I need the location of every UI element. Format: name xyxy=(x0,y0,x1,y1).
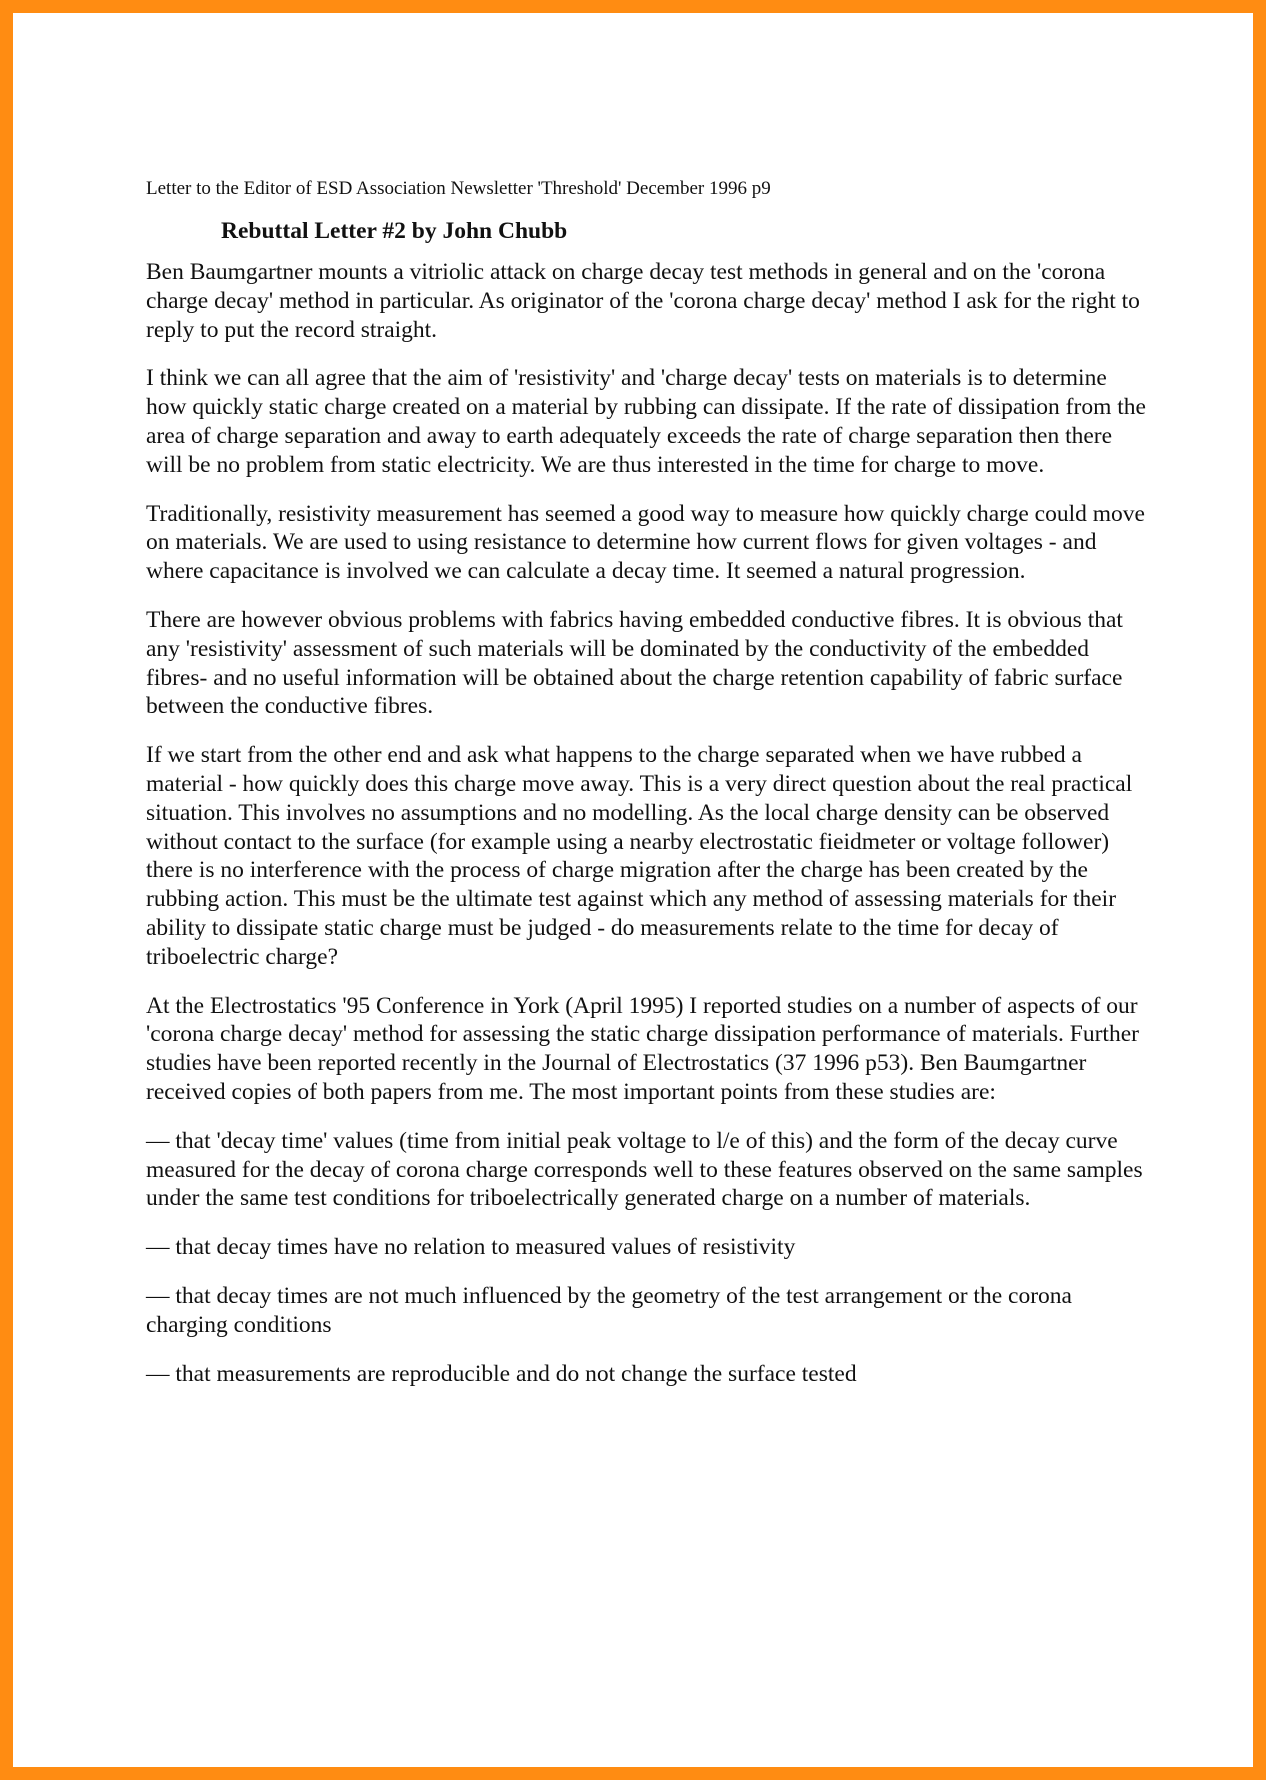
bullet-point-2: — that decay times have no relation to measured values of resistivity xyxy=(146,1234,796,1261)
letter-title: Rebuttal Letter #2 by John Chubb xyxy=(221,218,568,244)
paragraph-2: I think we can all agree that the aim of 'resistivity' and 'charge decay' tests on materials is to determine how quickly static charge created on a material by rubbing can dissipate. If the rate of dissipation from the area of charge separation and away to earth adequately exceeds the rate of charge separation then there will be no problem from static electricity. We are thus interested in the time for charge to move. xyxy=(146,365,1146,478)
bullet-point-1: — that 'decay time' values (time from initial peak voltage to l/e of this) and the form of the decay curve measured for the decay of corona charge corresponds well to these features observed on the same samples under the same test conditions for triboelectrically generated charge on a number of materials. xyxy=(146,1127,1143,1212)
paragraph-3: Traditionally, resistivity measurement has seemed a good way to measure how quickly charge could move on materials. We are used to using resistance to determine how current flows for given voltages - and where capacitance is involved we can calculate a decay time. It seemed a natural progression. xyxy=(146,500,1145,585)
paragraph-5: If we start from the other end and ask what happens to the charge separated when we have rubbed a material - how quickly does this charge move away. This is a very direct question about the real practical situation. This involves no assumptions and no modelling. As the local charge density can be observed without contact to the surface (for example using a nearby electrostatic fieidmeter or voltage follower) there is no interference with the process of charge migration after the charge has been created by the rubbing action. This must be the ultimate test against which any method of assessing materials for their ability to dissipate static charge must be judged - do measurements relate to the time for decay of triboelectric charge? xyxy=(146,742,1133,970)
letter-header: Letter to the Editor of ESD Association Newsletter 'Threshold' December 1996 p9 xyxy=(146,178,771,199)
paragraph-4: There are however obvious problems with fabrics having embedded conductive fibres. It is obvious that any 'resistivity' assessment of such materials will be dominated by the conductivity of the embedded fibres- and no useful information will be obtained about the charge retention capability of fabric surface between the conductive fibres. xyxy=(146,606,1123,720)
bullet-point-3: — that decay times are not much influenced by the geometry of the test arrangement or the corona charging conditions xyxy=(146,1282,1072,1338)
paragraph-6: At the Electrostatics '95 Conference in York (April 1995) I reported studies on a number of aspects of our 'corona charge decay' method for assessing the static charge dissipation performance of materials. Further studies have been reported recently in the Journal of Electrostatics (37 1996 p53). Ben Baumgartner received copies of both papers from me. The most important points from these studies are: xyxy=(146,992,1139,1105)
bullet-point-4: — that measurements are reproducible and do not change the surface tested xyxy=(146,1360,857,1387)
paragraph-1: Ben Baumgartner mounts a vitriolic attack on charge decay test methods in general and on the 'corona charge decay' method in particular. As originator of the 'corona charge decay' method I ask for the right to reply to put the record straight. xyxy=(146,259,1140,343)
document-page xyxy=(146,176,1146,1388)
